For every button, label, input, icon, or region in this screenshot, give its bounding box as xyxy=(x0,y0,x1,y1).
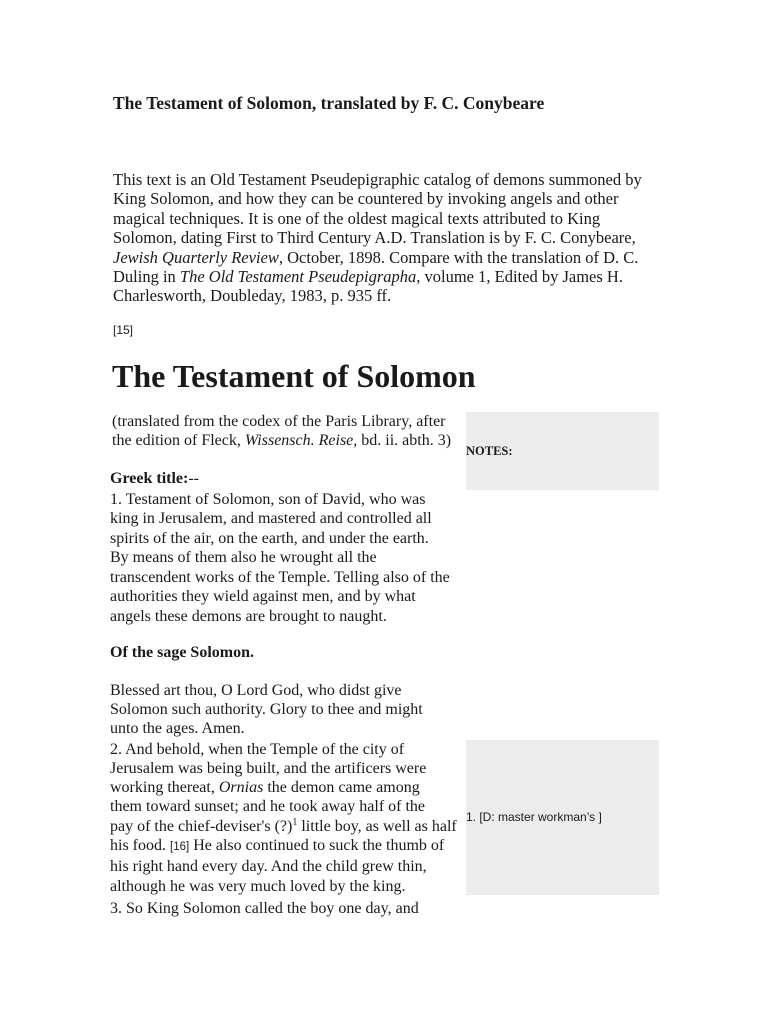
book-title: The Old Testament Pseudepigrapha xyxy=(179,267,417,287)
section-2-line xyxy=(110,817,457,836)
source-work-title: Wissensch. Reise, xyxy=(244,431,358,449)
section-1-paragraph xyxy=(110,490,450,627)
greek-title xyxy=(110,469,199,489)
section-3-line: 3. So King Solomon called the boy one day, and xyxy=(110,900,419,917)
section-2-line: them toward sunset; and he took away half of the xyxy=(110,798,426,816)
section-2-paragraph xyxy=(110,740,457,896)
intro-line xyxy=(113,267,642,286)
section-1-line: 1. Testament of Solomon, son of David, who was xyxy=(110,490,426,508)
source-note-text: bd. ii. abth. 3) xyxy=(357,431,452,449)
section-1-line: king in Jerusalem, and mastered and controlled all xyxy=(110,510,432,527)
section-2-text: little boy, as well as half xyxy=(297,817,457,835)
blessing-line: Blessed art thou, O Lord God, who didst give xyxy=(110,681,402,699)
section-1-line: spirits of the air, on the earth, and under the earth. xyxy=(110,529,429,547)
demon-name: Ornias xyxy=(218,779,264,797)
section-2-line: Jerusalem was being built, and the artificers were xyxy=(110,759,427,777)
intro-line: This text is an Old Testament Pseudepigraphic catalog of demons summoned by xyxy=(113,170,642,189)
blessing-line: Solomon such authority. Glory to thee and might xyxy=(110,700,423,718)
greek-title-suffix: -- xyxy=(188,470,199,487)
section-2-text: He also continued to suck the thumb of xyxy=(189,836,445,854)
section-3-paragraph xyxy=(110,899,419,919)
section-1-line: angels these demons are brought to naught. xyxy=(110,607,387,625)
intro-text: Duling in xyxy=(113,267,180,287)
main-heading: The Testament of Solomon xyxy=(112,358,476,394)
page-marker: [15] xyxy=(113,323,134,337)
intro-paragraph xyxy=(113,170,642,306)
journal-title: Jewish Quarterly Review xyxy=(113,247,279,267)
notes-label: NOTES: xyxy=(466,444,513,458)
blessing-paragraph xyxy=(110,681,423,738)
section-1-line: authorities they wield against men, and by what xyxy=(110,588,416,605)
intro-line: Solomon, dating First to Third Century A.D. Translation is by F. C. Conybeare, xyxy=(113,228,636,248)
intro-text: , October, 1898. Compare with the translation of D. C. xyxy=(278,247,639,267)
source-note xyxy=(112,413,451,450)
footnote-reference: 1 xyxy=(292,816,298,828)
section-2-line: although he was very much loved by the king. xyxy=(110,877,406,895)
section-2-line xyxy=(110,836,457,857)
section-1-line: transcendent works of the Temple. Telling also of the xyxy=(110,568,450,586)
section-2-line: 2. And behold, when the Temple of the city of xyxy=(110,740,405,758)
intro-line: King Solomon, and how they can be countered by invoking angels and other xyxy=(113,189,619,209)
document-title: The Testament of Solomon, translated by F. C. Conybeare xyxy=(113,93,545,113)
section-2-line xyxy=(110,778,457,797)
section-2-text: his food. xyxy=(110,836,170,854)
greek-title-label: Greek title: xyxy=(110,470,189,487)
source-note-line xyxy=(112,432,451,451)
sage-heading: Of the sage Solomon. xyxy=(110,644,254,661)
section-1-line: By means of them also he wrought all the xyxy=(110,549,377,566)
section-2-text: pay of the chief-deviser's (?) xyxy=(110,817,293,835)
source-note-line: (translated from the codex of the Paris Library, after xyxy=(112,413,446,430)
footnote-1: 1. [D: master workman’s ] xyxy=(466,810,602,824)
section-2-text: the demon came among xyxy=(263,779,420,797)
intro-line: Charlesworth, Doubleday, 1983, p. 935 ff. xyxy=(113,286,392,306)
section-2-text: working thereat, xyxy=(110,779,219,797)
intro-line: magical techniques. It is one of the oldest magical texts attributed to King xyxy=(113,208,601,228)
source-note-text: the edition of Fleck, xyxy=(112,431,245,449)
page-marker: [16] xyxy=(170,840,190,853)
blessing-line: unto the ages. Amen. xyxy=(110,719,245,737)
intro-text: , volume 1, Edited by James H. xyxy=(416,267,623,287)
section-2-line: his right hand every day. And the child grew thin, xyxy=(110,858,427,876)
intro-line xyxy=(113,248,642,267)
